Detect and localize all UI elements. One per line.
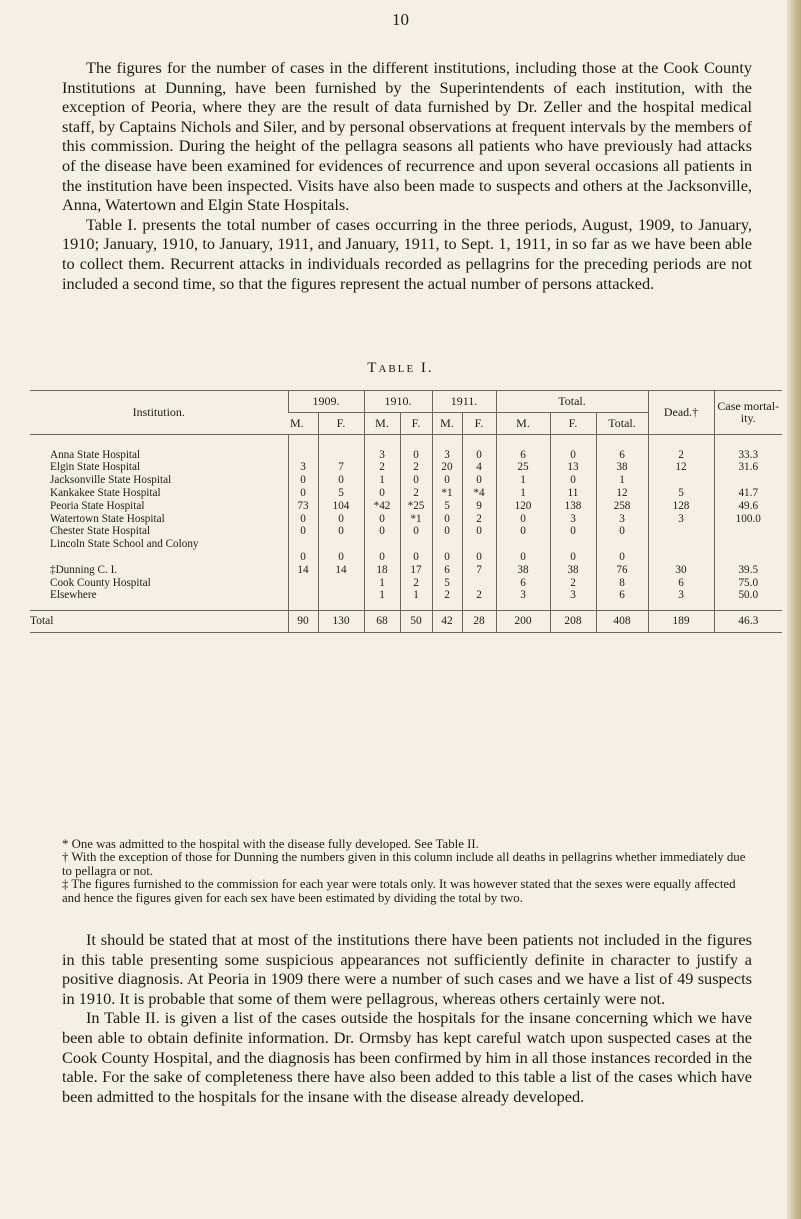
total-dead: 189 [648,611,714,633]
institution-name: Chester State Hospital [50,525,151,538]
table-cell [319,589,364,602]
table-cell: 3 [678,589,684,602]
table-cell [319,577,364,590]
table-cell [715,525,783,538]
table-cell: *25 [407,499,425,512]
table-cell: 3 [570,512,576,525]
table-cell: 0 [570,474,576,487]
table-cell: 258 [613,499,631,512]
table-cell [551,538,596,551]
col-m-total [496,434,550,611]
table-cell: 0 [476,525,482,538]
totals-label: Total [30,611,288,633]
intro-text [62,58,752,293]
table-cell [497,538,550,551]
col-f-total [550,434,596,611]
table-cell: 7 [476,563,482,576]
table-cell: 14 [335,563,347,576]
table-cell: 0 [520,512,526,525]
header-total: Total. [496,391,648,413]
table-cell: 2 [678,448,684,461]
institution-name: Kankakee State Hospital [50,486,161,499]
total-f-1911: 28 [462,611,496,633]
table-cell: 3 [619,512,625,525]
header-m-1911: M. [432,412,462,434]
table-cell: 0 [476,474,482,487]
table-cell: 0 [300,486,306,499]
table-title: Table I. [367,360,434,376]
total-m-1911: 42 [432,611,462,633]
total-f-1910: 50 [400,611,432,633]
table-cell: 12 [616,486,628,499]
table-cell [649,525,714,538]
paragraph-table-two: In Table II. is given a list of the cases outside the hospitals for the insane concerning which we have been able to obtain definite information. Dr. Ormsby has kept careful watch upon suspected cases at the Cook County Hospital, and the diagnosis has been confirmed by him in all those instances recorded in the table. For the sake of completeness there have also been added to this table a list of the cases which have been admitted to the hospitals for the insane with the disease already developed. [62,1008,753,1106]
table-cell: 20 [441,461,453,474]
table-cell: 75.0 [738,576,759,589]
paragraph-table-intro: Table I. presents the total number of cases occurring in the three periods, August, 1909, to January, 1910; January, 1910, to January, 1911, and January, 1911, to Sept. 1, 1911, in so far as we have been able to collect them. Recurrent attacks in individuals recorded as pellagrins for the preceding periods are not included a second time, so that the figures represent the actual number of persons attacked. [62,214,752,293]
col-m-1911 [432,434,462,611]
col-total-total [596,434,648,611]
table-cell: 0 [379,550,385,563]
table-cell: 2 [570,576,576,589]
footnotes [62,838,752,905]
table-cell: 6 [678,576,684,589]
table-cell [319,538,364,551]
institution-name: ‡Dunning C. I. [50,563,118,576]
table-cell: 0 [338,550,344,563]
table-cell: 3 [379,448,385,461]
table-cell: 100.0 [735,512,761,525]
table-cell: 49.6 [738,499,759,512]
table-cell: 39.5 [738,563,759,576]
table-cell: 12 [675,461,687,474]
total-case-mortality: 46.3 [714,611,782,633]
header-1911: 1911. [432,391,496,413]
table-cell: 0 [300,550,306,563]
paragraph-institution-figures: The figures for the number of cases in the different institutions, including those at the Cook County Institutions at Dunning, have been furnished by the Superintendents of each institution, with the exception of Peoria, where they are the result of data furnished by Dr. Zeller and the hospital medical staff, by Captains Nichols and Siler, and by personal observations at frequent intervals by the members of this commission. During the height of the pellagra seasons all patients who have previously had attacks of the disease have been examined for evidences of recurrence and upon several occasions all patients in the institution have been inspected. Visits have also been made to suspects and others at the Jacksonville, Anna, Watertown and Elgin State Hospitals. [62,58,752,215]
institution-name: Peoria State Hospital [50,499,145,512]
table-cell [289,538,318,551]
table-cell: 38 [517,563,529,576]
table-cell: 2 [379,461,385,474]
total-f-total: 208 [550,611,596,633]
table-cell [715,474,783,487]
table-cell: 30 [675,563,687,576]
header-f-1910: F. [400,412,432,434]
table-cell [401,538,432,551]
table-cell: 1 [379,576,385,589]
closing-text [62,930,752,1106]
page-edge [787,0,801,1219]
table-cell: 0 [379,525,385,538]
table-cell: 128 [672,499,690,512]
table-cell: 9 [476,499,482,512]
header-f-1909: F. [318,412,364,434]
table-cell: 0 [476,550,482,563]
table-cell [649,538,714,551]
table-cell: 1 [379,589,385,602]
table-cell: 5 [444,576,450,589]
header-m-total: M. [496,412,550,434]
table-cell: 73 [297,499,309,512]
table-cell: 0 [413,550,419,563]
table-cell [649,474,714,487]
institution-name: Lincoln State School and Colony [50,538,199,551]
table-cell: 2 [444,589,450,602]
table-cell: 138 [564,499,582,512]
table-cell: 6 [619,448,625,461]
table-cell: 6 [619,589,625,602]
table-cell: 0 [338,525,344,538]
table-cell: 0 [570,550,576,563]
header-f-1911: F. [462,412,496,434]
table-cell [365,538,400,551]
header-m-1910: M. [364,412,400,434]
table-cell: 18 [376,563,388,576]
table-cell: 38 [567,563,579,576]
table-cell: 0 [300,525,306,538]
total-m-1910: 68 [364,611,400,633]
table-cell: 13 [567,461,579,474]
table-cell: 1 [619,474,625,487]
table-cell: 14 [297,563,309,576]
institution-name: Watertown State Hospital [50,512,165,525]
table-cell: 0 [570,448,576,461]
table-cell: 120 [514,499,532,512]
header-case-mortality: Case mortal- ity. [714,391,782,435]
institution-name: Elsewhere [50,589,97,602]
table-cell: 38 [616,461,628,474]
table-cell: 0 [619,525,625,538]
table-cell [289,449,318,462]
table-cell: 0 [300,512,306,525]
table-cell: 0 [476,448,482,461]
header-m-1909: M. [288,412,318,434]
col-f-1911 [462,434,496,611]
table-cell: 41.7 [738,486,759,499]
table-cell: 50.0 [738,589,759,602]
table-cell: 1 [520,486,526,499]
table-cell [289,589,318,602]
table-cell: 33.3 [738,448,759,461]
table-cell [433,538,462,551]
total-total-total: 408 [596,611,648,633]
table-cell: 2 [413,576,419,589]
table-cell: 0 [413,525,419,538]
table-cell: 1 [379,474,385,487]
table-cell [715,538,783,551]
table-cell: 5 [444,499,450,512]
table-cell: 0 [520,525,526,538]
table-cell [715,551,783,564]
total-m-total: 200 [496,611,550,633]
table-cell: 11 [567,486,579,499]
table-cell [463,577,496,590]
table-cell: *1 [441,486,453,499]
table-cell: 0 [444,474,450,487]
table-cell: 0 [300,474,306,487]
table-cell: 0 [444,550,450,563]
table-cell: 2 [476,512,482,525]
table-cell: 6 [520,448,526,461]
header-1910: 1910. [364,391,432,413]
footnote-deaths: † With the exception of those for Dunning the numbers given in this column include all deaths in pellagrins whether immediately due to pellagra or not. [62,850,746,878]
table-cell: *4 [473,486,485,499]
table-cell: 4 [476,461,482,474]
table-cell: 0 [338,512,344,525]
paragraph-suspects: It should be stated that at most of the institutions there have been patients not included in the figures in this table presenting some suspicious appearances not sufficiently definite in character to justify a positive diagnosis. At Peoria in 1909 there were a number of such cases and we have a list of 49 suspects in 1910. It is probable that some of them were pellagrous, whereas others certainly were not. [62,930,752,1008]
table-cell: *42 [373,499,391,512]
table-cell: 2 [476,589,482,602]
institution-name: Cook County Hospital [50,576,151,589]
table-cell: 0 [444,525,450,538]
total-m-1909: 90 [288,611,318,633]
table-cell [289,577,318,590]
table-cell: 2 [413,486,419,499]
table-cell: 0 [444,512,450,525]
col-dead [648,434,714,611]
table-cell [319,449,364,462]
table-cell: 17 [410,563,422,576]
total-f-1909: 130 [318,611,364,633]
table-cell: 3 [444,448,450,461]
table-cell: 5 [678,486,684,499]
table-cell: 0 [520,550,526,563]
table-cell: 3 [678,512,684,525]
table-cell: 0 [413,448,419,461]
header-1909: 1909. [288,391,364,413]
col-m-1910 [364,434,400,611]
table-cell: 76 [616,563,628,576]
header-total-total: Total. [596,412,648,434]
table-cell: 8 [619,576,625,589]
institution-column [30,434,288,611]
header-f-total: F. [550,412,596,434]
header-institution: Institution. [30,391,288,435]
table-cell: 3 [520,589,526,602]
institution-name: Anna State Hospital [50,448,141,461]
footnote-dunning: ‡ The figures furnished to the commission for each year were totals only. It was however stated that the sexes were equally affected and hence the figures given for each sex have been estimated by dividing the total by two. [62,877,736,905]
col-f-1909 [318,434,364,611]
table-cell: 3 [300,461,306,474]
table-cell: 5 [338,486,344,499]
institution-name: Jacksonville State Hospital [50,474,172,487]
page-number: 10 [392,10,409,29]
table-cell [649,551,714,564]
col-f-1910 [400,434,432,611]
table-cell: 1 [520,474,526,487]
table-cell: *1 [410,512,422,525]
table-cell: 3 [570,589,576,602]
cases-table [30,390,782,633]
table-cell: 25 [517,461,529,474]
institution-name: Elgin State Hospital [50,461,141,474]
table-cell: 7 [338,461,344,474]
table-cell: 0 [619,550,625,563]
table-cell: 0 [338,474,344,487]
table-cell: 0 [379,486,385,499]
table-cell: 31.6 [738,461,759,474]
footnote-admitted: * One was admitted to the hospital with the disease fully developed. See Table II. [62,837,479,851]
table-cell: 0 [413,474,419,487]
table-cell: 2 [413,461,419,474]
table-cell: 6 [520,576,526,589]
table-cell: 104 [332,499,350,512]
header-dead: Dead.† [648,391,714,435]
table-cell: 1 [413,589,419,602]
table-cell [463,538,496,551]
totals-row [30,611,782,633]
table-cell: 0 [570,525,576,538]
table-cell: 6 [444,563,450,576]
col-case-mortality [714,434,782,611]
table-cell: 0 [379,512,385,525]
table-cell [597,538,648,551]
col-m-1909 [288,434,318,611]
